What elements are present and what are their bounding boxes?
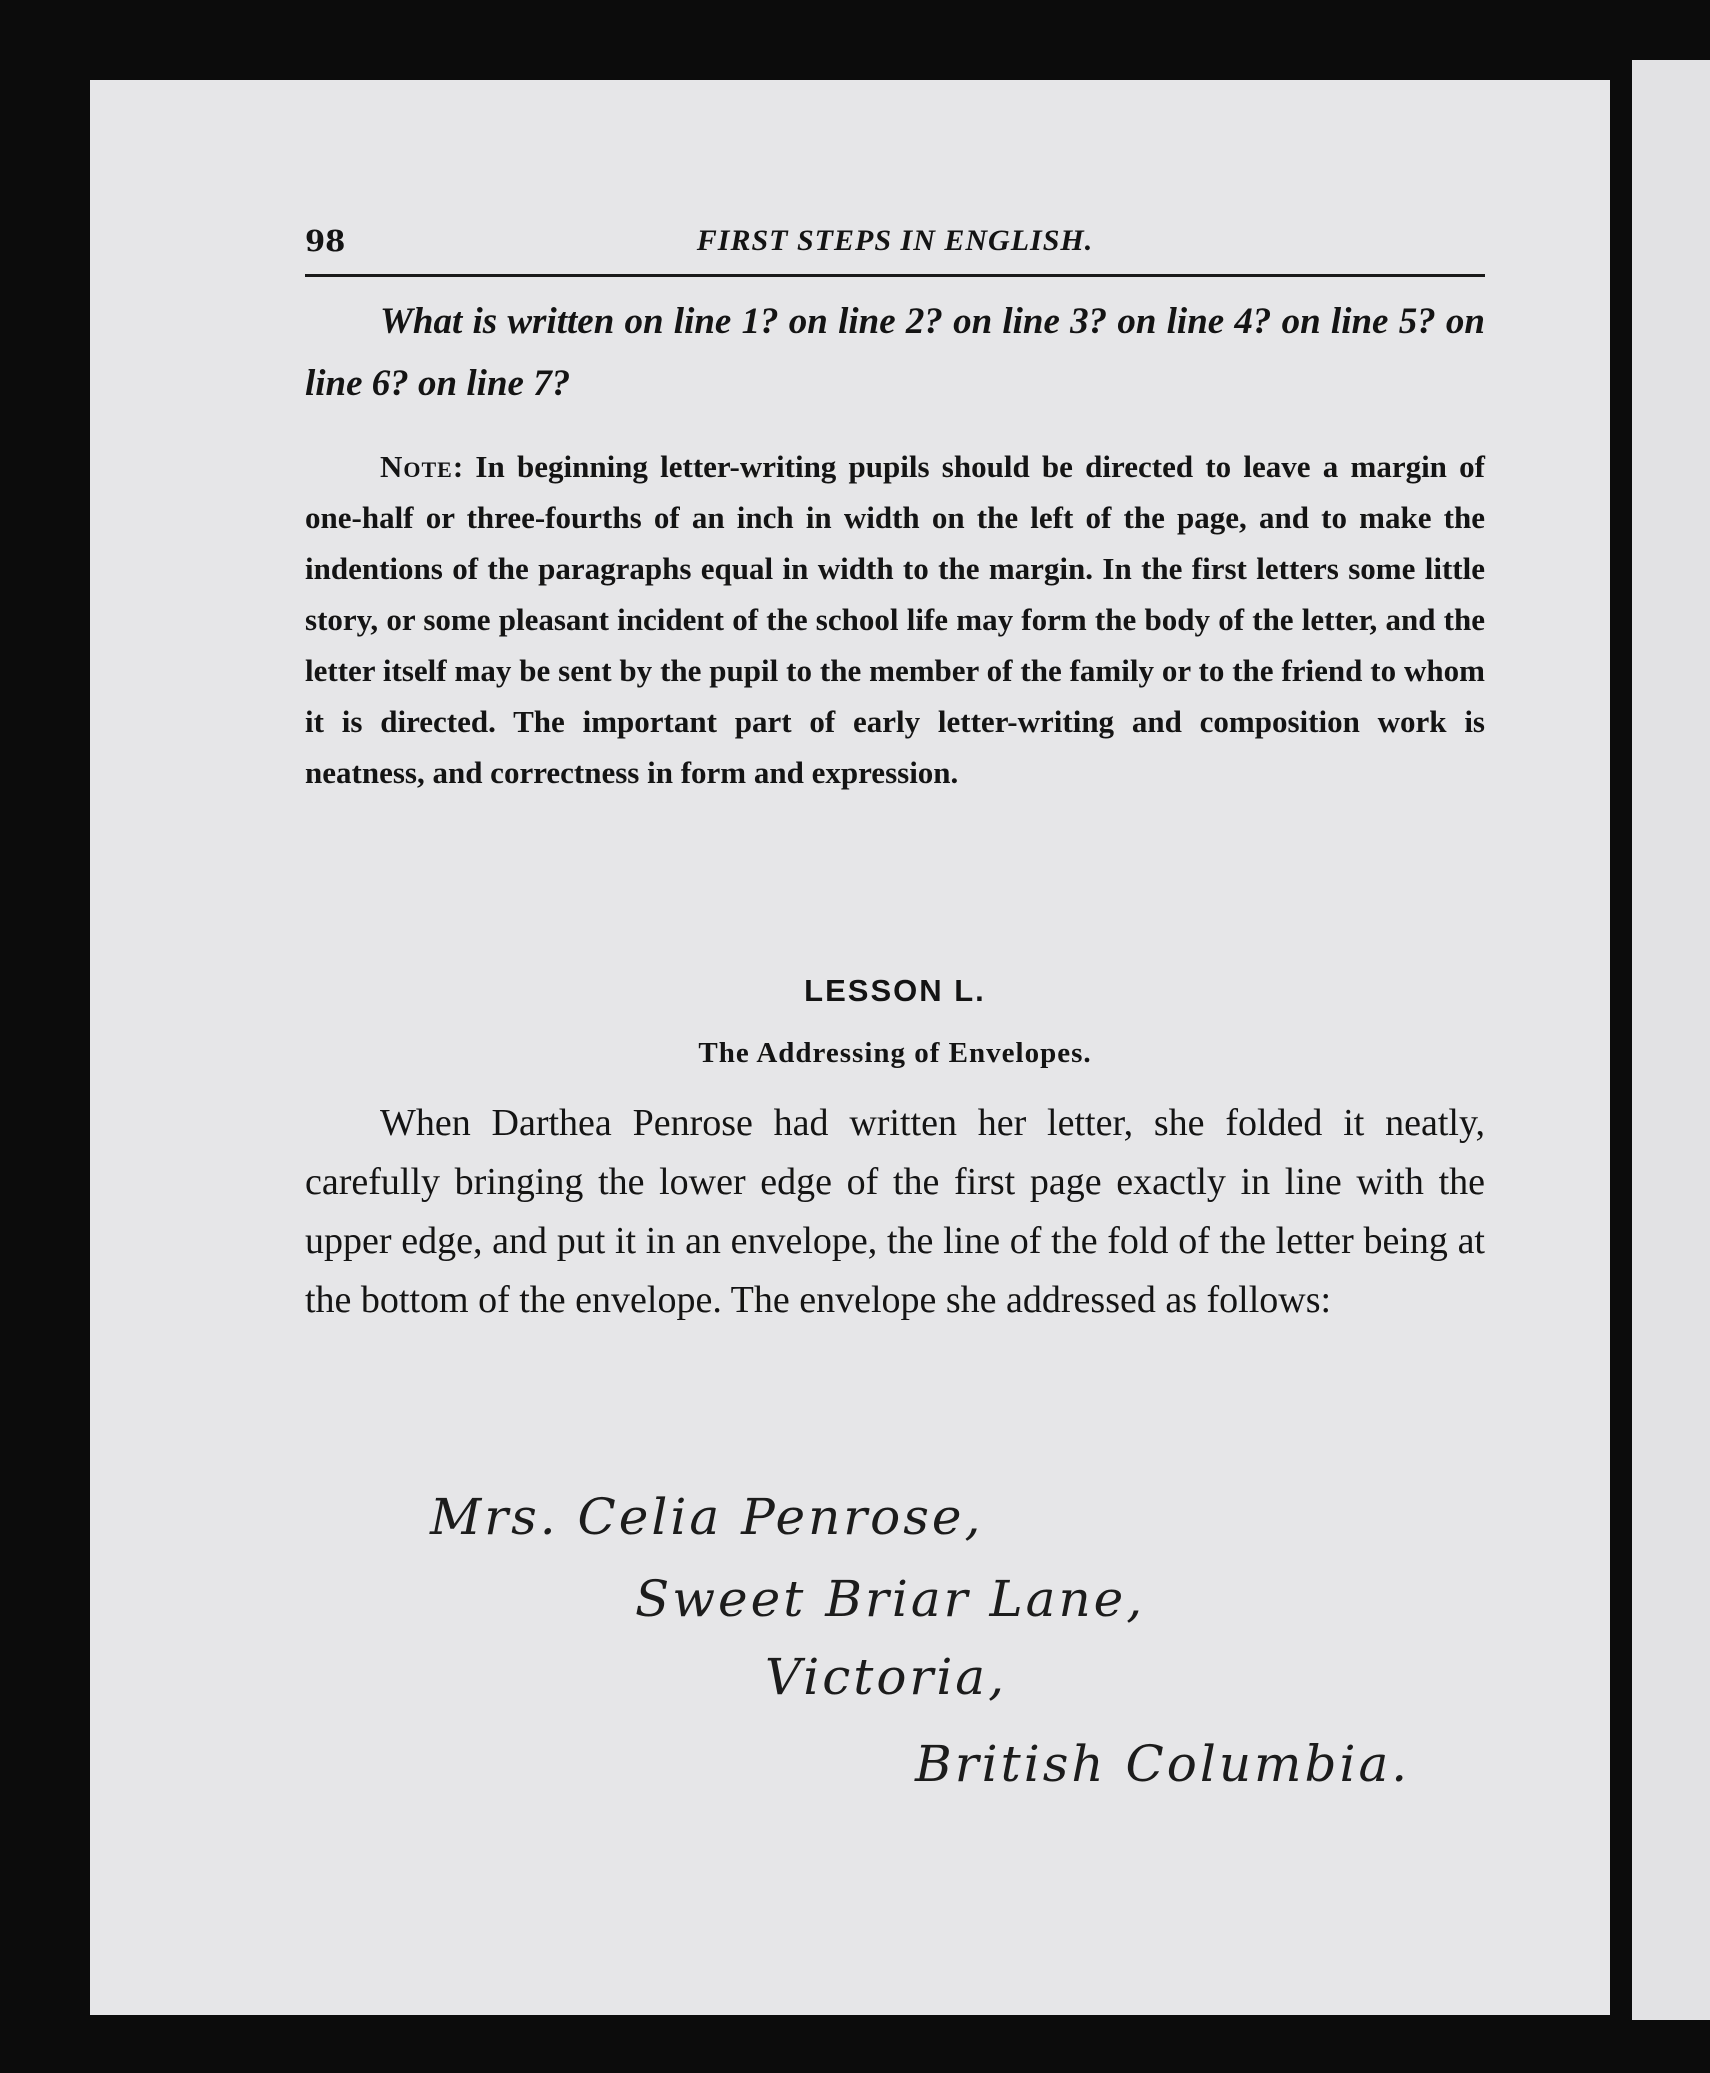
header-rule	[305, 274, 1485, 277]
note-label: Note	[380, 449, 453, 484]
binding-gutter	[1618, 60, 1632, 2020]
address-line-city: Victoria,	[765, 1648, 1008, 1706]
lesson-paragraph: When Darthea Penrose had written her letter, she folded it neatly, carefully bringing the lower edge of the first page exactly in line with the upper edge, and put it in an envelope, the line of the fold of the letter being at the bottom of the envelope. The envelope she addressed as follows:	[305, 1102, 1485, 1321]
address-line-province: British Columbia.	[915, 1735, 1411, 1793]
note-text: : In beginning letter-writing pupils should be directed to leave a margin of one-half or three-fourths of an inch in width on the left of the page, and to make the indentions of the paragraphs equal in width to the margin. In the first letters some little story, or some pleasant incident of the school life may form the body of the letter, and the letter itself may be sent by the pupil to the member of the family or to the friend to whom it is directed. The important part of early letter-writing and composition work is neatness, and correctness in form and expression.	[305, 449, 1485, 790]
running-title: FIRST STEPS IN ENGLISH.	[696, 224, 1094, 257]
question-paragraph: What is written on line 1? on line 2? on line 3? on line 4? on line 5? on line 6? on line 7?	[305, 301, 1485, 404]
running-head	[305, 220, 1485, 270]
lesson-subtitle: The Addressing of Envelopes.	[698, 1037, 1092, 1069]
facing-page-edge	[1632, 60, 1710, 2020]
note-paragraph	[305, 441, 1485, 798]
page-number: 98	[305, 224, 346, 258]
page-content	[305, 220, 1485, 1330]
address-line-street: Sweet Briar Lane,	[635, 1570, 1146, 1628]
address-line-name: Mrs. Celia Penrose,	[430, 1488, 984, 1546]
lesson-title: LESSON L.	[804, 973, 986, 1008]
